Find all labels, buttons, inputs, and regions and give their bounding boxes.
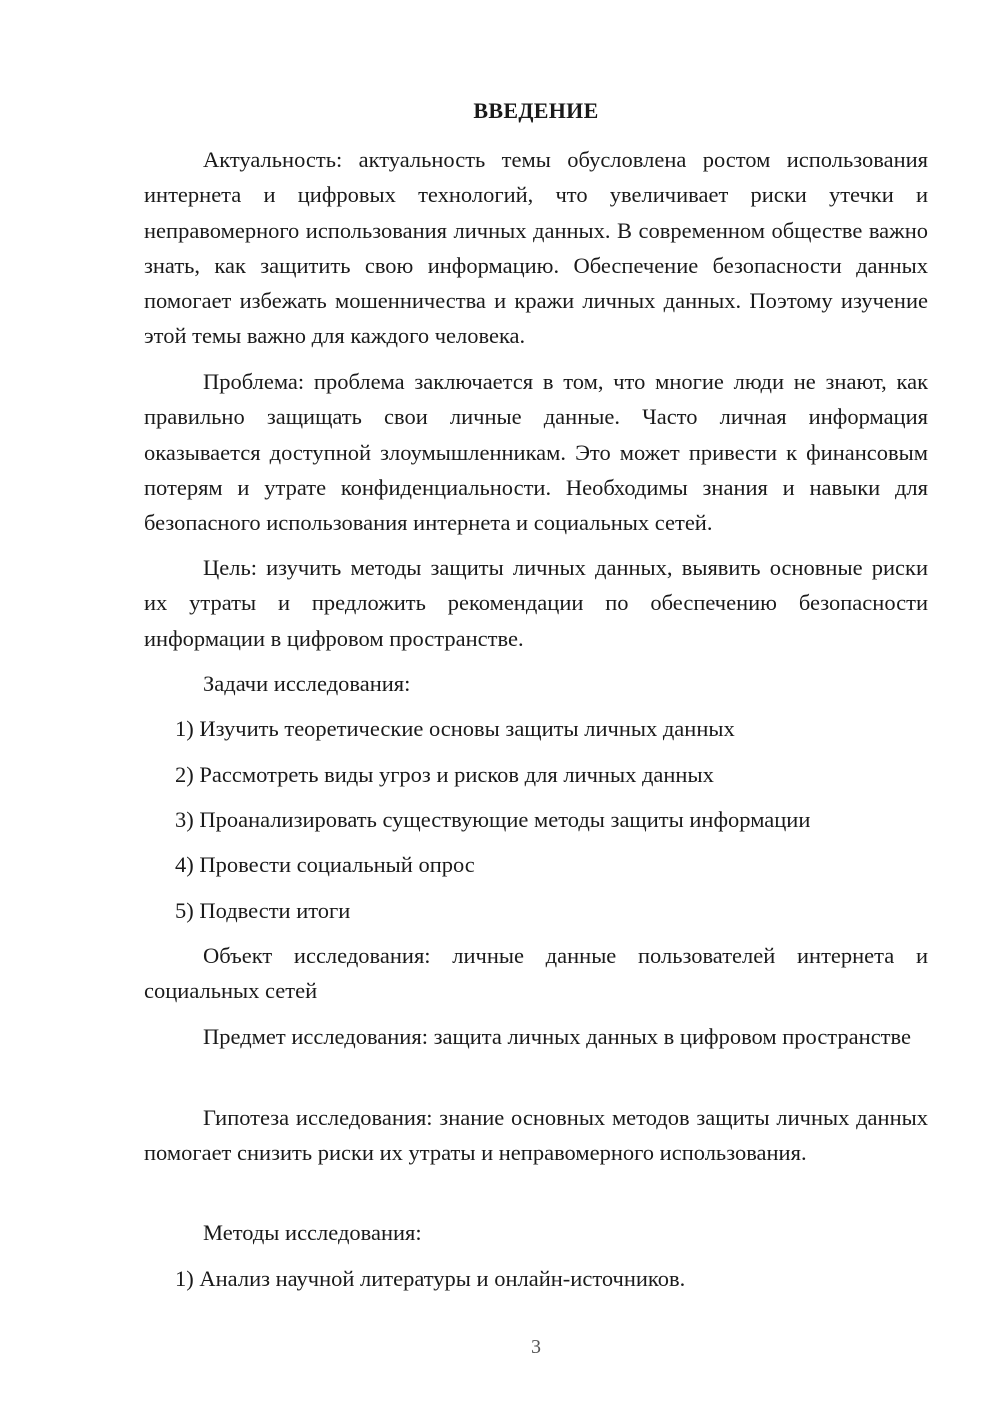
methods-heading: Методы исследования: xyxy=(203,1220,422,1245)
goal-paragraph: Цель: изучить методы защиты личных данных, выявить основные риски их утраты и предложить рекомендации по обеспечению безопасности информации в цифровом пространстве. xyxy=(144,555,928,651)
problem-paragraph: Проблема: проблема заключается в том, что многие люди не знают, как правильно защищать свои личные данные. Часто личная информация оказывается доступной злоумышленникам. Это может привести к финансовым потерям и утрате конфиденциальности. Необходимы знания и навыки для безопасного использования интернета и социальных сетей. xyxy=(144,369,928,536)
document-page xyxy=(144,0,928,1414)
method-item: 1) Анализ научной литературы и онлайн-источников. xyxy=(175,1266,686,1291)
section-heading: ВВЕДЕНИЕ xyxy=(473,98,599,123)
subject-paragraph: Предмет исследования: защита личных данных в цифровом пространстве xyxy=(203,1024,911,1049)
task-item: 3) Проанализировать существующие методы защиты информации xyxy=(175,807,811,832)
tasks-heading: Задачи исследования: xyxy=(203,671,411,696)
relevance-paragraph: Актуальность: актуальность темы обусловлена ростом использования интернета и цифровых технологий, что увеличивает риски утечки и неправомерного использования личных данных. В современном обществе важно знать, как защитить свою информацию. Обеспечение безопасности данных помогает избежать мошенничества и кражи личных данных. Поэтому изучение этой темы важно для каждого человека. xyxy=(144,147,928,349)
object-paragraph: Объект исследования: личные данные пользователей интернета и социальных сетей xyxy=(144,943,928,1004)
page-number: 3 xyxy=(531,1336,541,1358)
task-item: 1) Изучить теоретические основы защиты личных данных xyxy=(175,716,735,741)
task-item: 2) Рассмотреть виды угроз и рисков для личных данных xyxy=(175,762,714,787)
task-item: 4) Провести социальный опрос xyxy=(175,852,475,877)
hypothesis-paragraph: Гипотеза исследования: знание основных методов защиты личных данных помогает снизить риски их утраты и неправомерного использования. xyxy=(144,1105,928,1166)
task-item: 5) Подвести итоги xyxy=(175,898,351,923)
